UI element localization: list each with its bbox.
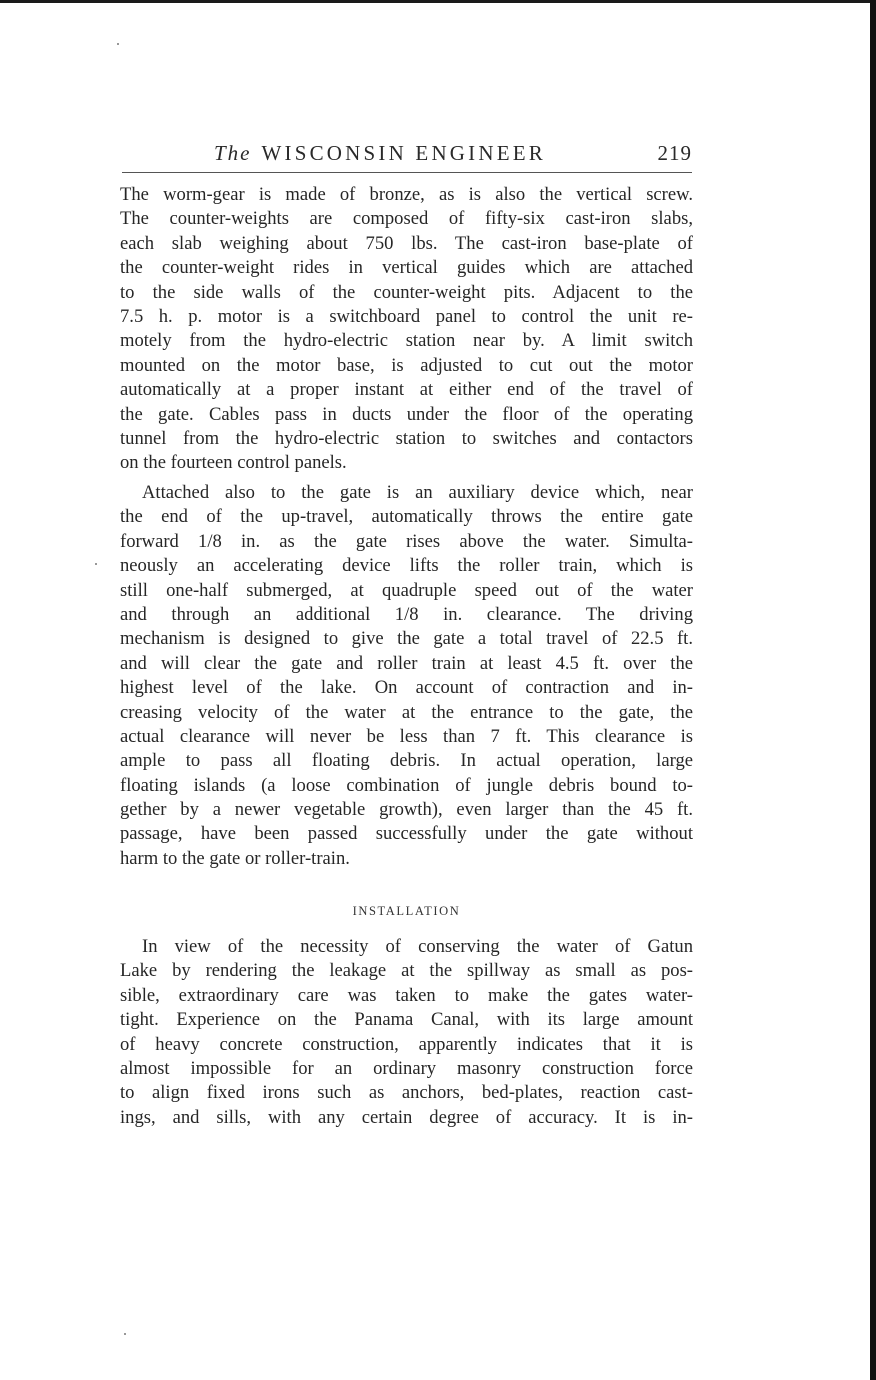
text-line: highest level of the lake. On account of contraction and in-: [120, 677, 693, 699]
text-line: ings, and sills, with any certain degree of accuracy. It is in-: [120, 1106, 693, 1128]
section-heading: INSTALLATION: [352, 904, 461, 918]
text-line: to align fixed irons such as anchors, bed-plates, reaction cast-: [120, 1082, 693, 1104]
journal-title-article: The: [214, 141, 252, 165]
text-line: the end of the up-travel, automatically throws the entire gate: [120, 506, 693, 528]
text-line: 7.5 h. p. motor is a switchboard panel to control the unit re-: [120, 305, 693, 327]
text-line: The worm-gear is made of bronze, as is also the vertical screw.: [120, 184, 693, 205]
text-line: In view of the necessity of conserving the water of Gatun: [142, 936, 693, 957]
text-line: almost impossible for an ordinary masonry construction force: [120, 1057, 693, 1079]
scan-speck: [124, 1333, 126, 1335]
text-line: actual clearance will never be less than 7 ft. This clearance is: [120, 725, 693, 747]
running-head: [122, 141, 692, 167]
text-line: mechanism is designed to give the gate a total travel of 22.5 ft.: [120, 628, 693, 650]
text-line: The counter-weights are composed of fifty-six cast-iron slabs,: [120, 208, 693, 230]
text-line: to the side walls of the counter-weight pits. Adjacent to the: [120, 281, 693, 303]
text-line: and through an additional 1/8 in. clearance. The driving: [120, 603, 693, 625]
text-line: passage, have been passed successfully under the gate without: [120, 823, 693, 845]
paragraph-3: [120, 935, 693, 1130]
page-number: 219: [657, 141, 692, 165]
text-line: sible, extraordinary care was taken to make the gates water-: [120, 984, 693, 1006]
text-line: creasing velocity of the water at the entrance to the gate, the: [120, 701, 693, 723]
text-line: harm to the gate or roller-train.: [120, 847, 350, 869]
journal-title-name: WISCONSIN ENGINEER: [261, 141, 546, 165]
header-rule: [122, 172, 692, 173]
journal-title: [214, 141, 546, 166]
text-line: Lake by rendering the leakage at the spillway as small as pos-: [120, 960, 693, 982]
text-line: of heavy concrete construction, apparently indicates that it is: [120, 1033, 693, 1055]
scan-speck: [95, 563, 97, 565]
text-line: and will clear the gate and roller train at least 4.5 ft. over the: [120, 652, 693, 674]
text-line: tight. Experience on the Panama Canal, with its large amount: [120, 1009, 693, 1031]
text-line: automatically at a proper instant at either end of the travel of: [120, 379, 693, 401]
text-line: mounted on the motor base, is adjusted to cut out the motor: [120, 354, 693, 376]
text-line: still one-half submerged, at quadruple speed out of the water: [120, 579, 693, 601]
text-line: neously an accelerating device lifts the roller train, which is: [120, 555, 693, 577]
text-line: on the fourteen control panels.: [120, 452, 347, 474]
text-line: forward 1/8 in. as the gate rises above the water. Simulta-: [120, 530, 693, 552]
text-line: motely from the hydro-electric station near by. A limit switch: [120, 330, 693, 352]
text-line: Attached also to the gate is an auxiliary device which, near: [142, 482, 693, 503]
text-line: each slab weighing about 750 lbs. The cast-iron base-plate of: [120, 232, 693, 254]
text-line: the counter-weight rides in vertical guides which are attached: [120, 257, 693, 279]
text-line: the gate. Cables pass in ducts under the floor of the operating: [120, 403, 693, 425]
text-line: ample to pass all floating debris. In actual operation, large: [120, 750, 693, 772]
text-line: tunnel from the hydro-electric station to switches and contactors: [120, 427, 693, 449]
text-line: floating islands (a loose combination of jungle debris bound to-: [120, 774, 693, 796]
scan-speck: [117, 43, 119, 45]
scan-right-border: [870, 0, 876, 1380]
text-line: gether by a newer vegetable growth), even larger than the 45 ft.: [120, 799, 693, 821]
paragraph-1: [120, 183, 693, 476]
scan-top-border: [0, 0, 876, 3]
paragraph-2: [120, 481, 693, 871]
